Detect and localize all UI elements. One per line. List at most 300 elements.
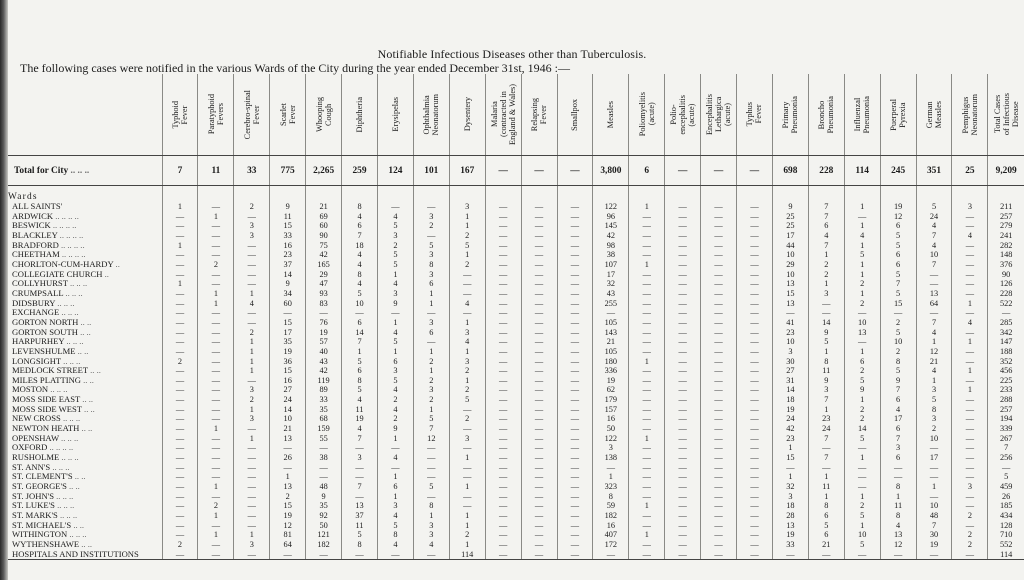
table-cell: 255 xyxy=(593,299,629,309)
table-cell: — xyxy=(270,550,306,560)
table-cell: — xyxy=(342,550,378,560)
table-cell: 4 xyxy=(342,260,378,270)
table-cell: 23 xyxy=(772,434,808,444)
table-cell: — xyxy=(772,308,808,318)
ward-name: OXFORD .. .. .. .. xyxy=(12,443,74,453)
table-cell: 5 xyxy=(808,521,844,531)
table-cell: — xyxy=(629,385,665,395)
table-cell: 48 xyxy=(306,482,342,492)
table-cell: — xyxy=(701,472,737,482)
ward-name: COLLEGIATE CHURCH .. xyxy=(12,269,109,279)
table-cell: 2 xyxy=(270,492,306,502)
table-cell: 1 xyxy=(629,202,665,212)
table-cell: — xyxy=(521,463,557,473)
table-cell: — xyxy=(198,434,234,444)
table-cell: — xyxy=(162,530,198,540)
table-cell: — xyxy=(701,347,737,357)
table-cell: — xyxy=(234,212,270,222)
table-cell: 1 xyxy=(198,530,234,540)
table-cell: 2 xyxy=(234,395,270,405)
table-cell: 24 xyxy=(772,414,808,424)
table-cell: — xyxy=(737,492,773,502)
table-cell: — xyxy=(485,482,521,492)
table-cell: — xyxy=(557,550,593,560)
table-cell: 9 xyxy=(772,202,808,212)
table-cell: — xyxy=(413,202,449,212)
table-cell: — xyxy=(521,212,557,222)
table-cell: 1 xyxy=(377,270,413,280)
table-cell: 6 xyxy=(880,424,916,434)
table-cell: 32 xyxy=(772,482,808,492)
table-cell: 90 xyxy=(306,231,342,241)
table-cell: 336 xyxy=(593,366,629,376)
table-cell: 157 xyxy=(593,405,629,415)
table-cell: — xyxy=(485,279,521,289)
table-cell: — xyxy=(952,347,988,357)
table-cell: 1 xyxy=(449,347,485,357)
table-cell: 2 xyxy=(449,231,485,241)
table-cell: 4 xyxy=(342,424,378,434)
ward-row xyxy=(8,540,1024,550)
table-cell: — xyxy=(665,501,701,511)
table-cell: — xyxy=(521,395,557,405)
ward-name: EXCHANGE .. .. .. xyxy=(12,308,79,318)
table-cell: 18 xyxy=(772,501,808,511)
column-header-label: Whooping Cough xyxy=(314,96,333,133)
table-cell: 2 xyxy=(808,260,844,270)
table-cell: 31 xyxy=(772,376,808,386)
table-cell: 6 xyxy=(808,511,844,521)
table-cell: 44 xyxy=(772,241,808,251)
table-cell: 1 xyxy=(234,434,270,444)
table-cell: 50 xyxy=(306,521,342,531)
table-cell: 4 xyxy=(377,405,413,415)
table-cell: 1 xyxy=(234,366,270,376)
ward-row xyxy=(8,279,1024,289)
table-cell: 24 xyxy=(916,212,952,222)
total-cell: 9,209 xyxy=(988,156,1024,186)
table-cell: 17 xyxy=(772,231,808,241)
table-cell: 2 xyxy=(844,501,880,511)
ward-name: CHORLTON-CUM-HARDY .. xyxy=(12,259,120,269)
table-cell: — xyxy=(521,202,557,212)
table-cell: — xyxy=(557,511,593,521)
ward-name: ALL SAINTS' xyxy=(12,202,63,211)
table-cell: — xyxy=(701,482,737,492)
total-cell: 3,800 xyxy=(593,156,629,186)
table-cell: 6 xyxy=(880,395,916,405)
table-cell: 3 xyxy=(808,385,844,395)
ward-row xyxy=(8,212,1024,222)
table-cell: — xyxy=(952,472,988,482)
table-cell: — xyxy=(629,270,665,280)
table-cell: 4 xyxy=(377,212,413,222)
table-cell: 285 xyxy=(988,318,1024,328)
ward-row xyxy=(8,501,1024,511)
table-cell: — xyxy=(737,250,773,260)
table-cell: 62 xyxy=(593,385,629,395)
table-cell: 5 xyxy=(844,250,880,260)
table-cell: 2 xyxy=(880,347,916,357)
table-cell: 1 xyxy=(270,472,306,482)
table-cell: — xyxy=(916,472,952,482)
table-cell: 5 xyxy=(844,540,880,550)
ward-row xyxy=(8,376,1024,386)
table-cell: 2 xyxy=(198,501,234,511)
table-cell: — xyxy=(162,347,198,357)
column-header-label: Cerebro-spinal Fever xyxy=(242,89,261,140)
table-cell: — xyxy=(665,434,701,444)
table-cell: 2 xyxy=(844,366,880,376)
table-cell: 10 xyxy=(916,434,952,444)
table-cell: 3 xyxy=(234,540,270,550)
table-cell: — xyxy=(342,308,378,318)
table-cell: — xyxy=(952,405,988,415)
table-cell: 7 xyxy=(808,212,844,222)
table-cell: — xyxy=(485,260,521,270)
table-cell: — xyxy=(988,463,1024,473)
table-cell: — xyxy=(198,328,234,338)
table-cell: 2 xyxy=(413,221,449,231)
table-cell: — xyxy=(557,347,593,357)
table-cell: 279 xyxy=(988,221,1024,231)
table-cell: — xyxy=(737,530,773,540)
table-cell: 1 xyxy=(449,453,485,463)
table-cell: — xyxy=(737,279,773,289)
table-cell: 5 xyxy=(449,395,485,405)
table-cell: 2 xyxy=(844,414,880,424)
table-cell: 4 xyxy=(377,385,413,395)
ward-row xyxy=(8,260,1024,270)
table-cell: — xyxy=(665,366,701,376)
table-cell: 1 xyxy=(629,260,665,270)
table-cell: — xyxy=(737,472,773,482)
table-cell: — xyxy=(701,395,737,405)
table-cell: — xyxy=(808,299,844,309)
table-cell: 7 xyxy=(916,231,952,241)
table-cell: 5 xyxy=(880,231,916,241)
table-cell: — xyxy=(880,308,916,318)
table-cell: 148 xyxy=(988,250,1024,260)
table-cell: 37 xyxy=(270,260,306,270)
table-cell: — xyxy=(449,279,485,289)
table-cell: 182 xyxy=(593,511,629,521)
table-cell: 10 xyxy=(916,250,952,260)
table-cell: 1 xyxy=(629,501,665,511)
table-cell: 6 xyxy=(844,357,880,367)
table-cell: — xyxy=(665,376,701,386)
table-cell: — xyxy=(701,385,737,395)
ward-name: LONGSIGHT .. .. .. xyxy=(12,356,81,366)
table-cell: — xyxy=(234,472,270,482)
ward-name: HARPURHEY .. .. .. xyxy=(12,337,84,347)
table-cell: 143 xyxy=(593,328,629,338)
table-cell: 1 xyxy=(952,299,988,309)
table-cell: 38 xyxy=(306,453,342,463)
table-cell: 3 xyxy=(449,434,485,444)
column-header-label: Pemphigus Neonatorum xyxy=(960,93,979,136)
table-cell: 23 xyxy=(270,250,306,260)
table-cell: 7 xyxy=(916,260,952,270)
table-cell: — xyxy=(162,424,198,434)
column-header-label: Malaria (contracted in England & Wales) xyxy=(489,84,517,145)
table-cell: — xyxy=(557,434,593,444)
table-cell: 15 xyxy=(270,221,306,231)
table-cell: — xyxy=(485,405,521,415)
table-cell: — xyxy=(485,289,521,299)
table-cell: — xyxy=(198,385,234,395)
ward-name: DIDSBURY .. .. .. xyxy=(12,298,75,308)
table-cell: — xyxy=(844,212,880,222)
table-cell: — xyxy=(952,241,988,251)
table-cell: 19 xyxy=(306,328,342,338)
total-cell: 245 xyxy=(880,156,916,186)
table-cell: 3 xyxy=(880,443,916,453)
column-header xyxy=(844,74,880,156)
table-cell: — xyxy=(629,212,665,222)
table-cell: — xyxy=(629,443,665,453)
table-cell: 2 xyxy=(234,202,270,212)
table-cell: 4 xyxy=(342,250,378,260)
table-cell: 1 xyxy=(377,434,413,444)
table-cell: 9 xyxy=(306,492,342,502)
table-cell: — xyxy=(665,414,701,424)
column-header-label: Polio- encephalitis (acute) xyxy=(669,94,697,135)
table-cell: — xyxy=(557,308,593,318)
table-cell: 35 xyxy=(306,405,342,415)
table-cell: — xyxy=(198,376,234,386)
table-cell: 7 xyxy=(342,337,378,347)
table-cell: — xyxy=(952,424,988,434)
ward-row xyxy=(8,463,1024,473)
column-header xyxy=(737,74,773,156)
table-cell: — xyxy=(449,501,485,511)
table-cell: — xyxy=(629,337,665,347)
table-cell: — xyxy=(198,453,234,463)
table-cell: — xyxy=(844,463,880,473)
table-cell: — xyxy=(737,231,773,241)
table-cell: — xyxy=(162,472,198,482)
table-cell: 48 xyxy=(916,511,952,521)
table-cell: 43 xyxy=(306,357,342,367)
table-cell: — xyxy=(485,443,521,453)
table-cell: — xyxy=(593,463,629,473)
table-cell: — xyxy=(737,270,773,280)
table-cell: — xyxy=(952,212,988,222)
table-cell: 1 xyxy=(808,347,844,357)
table-cell: — xyxy=(557,463,593,473)
table-cell: 19 xyxy=(270,511,306,521)
table-cell: — xyxy=(485,463,521,473)
table-cell: — xyxy=(198,472,234,482)
table-cell: 3 xyxy=(413,385,449,395)
ward-name: RUSHOLME .. .. .. xyxy=(12,453,79,463)
table-cell: — xyxy=(198,250,234,260)
table-cell: 1 xyxy=(449,212,485,222)
table-cell: — xyxy=(521,492,557,502)
table-cell: — xyxy=(162,260,198,270)
table-cell: 1 xyxy=(629,357,665,367)
table-cell: 3 xyxy=(377,366,413,376)
table-cell: — xyxy=(413,550,449,560)
table-cell: 8 xyxy=(342,376,378,386)
table-cell: — xyxy=(377,443,413,453)
table-cell: — xyxy=(162,289,198,299)
ward-row xyxy=(8,492,1024,502)
total-cell: 7 xyxy=(162,156,198,186)
table-cell: — xyxy=(162,337,198,347)
table-cell: — xyxy=(701,540,737,550)
table-cell: 13 xyxy=(772,279,808,289)
table-cell: 1 xyxy=(880,492,916,502)
table-cell: — xyxy=(234,550,270,560)
table-cell: 3 xyxy=(449,202,485,212)
table-cell: — xyxy=(701,492,737,502)
table-cell: — xyxy=(198,463,234,473)
table-cell: — xyxy=(557,385,593,395)
table-cell: — xyxy=(665,395,701,405)
table-cell: — xyxy=(557,482,593,492)
ward-row xyxy=(8,202,1024,212)
total-cell: 228 xyxy=(808,156,844,186)
ward-row xyxy=(8,241,1024,251)
table-cell: 18 xyxy=(772,395,808,405)
notifications-table xyxy=(8,74,1024,560)
wards-heading-row xyxy=(8,186,1024,203)
table-cell: — xyxy=(629,366,665,376)
table-cell: — xyxy=(916,443,952,453)
table-cell: — xyxy=(342,443,378,453)
table-cell: — xyxy=(701,550,737,560)
table-cell: — xyxy=(557,414,593,424)
table-cell: 185 xyxy=(988,501,1024,511)
table-cell: 98 xyxy=(593,241,629,251)
ward-row xyxy=(8,366,1024,376)
table-cell: — xyxy=(485,414,521,424)
table-cell: — xyxy=(665,511,701,521)
table-cell: 27 xyxy=(772,366,808,376)
table-cell: 75 xyxy=(306,241,342,251)
table-cell: 3 xyxy=(377,501,413,511)
table-cell: 6 xyxy=(342,366,378,376)
table-cell: — xyxy=(952,434,988,444)
table-cell: — xyxy=(413,492,449,502)
table-cell: 69 xyxy=(306,212,342,222)
table-cell: 42 xyxy=(306,366,342,376)
table-cell: — xyxy=(485,385,521,395)
table-cell: 2 xyxy=(449,530,485,540)
ward-name: HOSPITALS AND INSTITUTIONS xyxy=(8,550,162,560)
table-cell: 5 xyxy=(377,521,413,531)
table-cell: 89 xyxy=(306,385,342,395)
table-cell: — xyxy=(521,328,557,338)
table-cell: — xyxy=(557,501,593,511)
table-cell: 42 xyxy=(772,424,808,434)
table-cell: 5 xyxy=(377,376,413,386)
column-header-label: Influenzal Pneumonia xyxy=(853,95,872,134)
table-cell: 90 xyxy=(988,270,1024,280)
table-cell: 5 xyxy=(916,395,952,405)
table-cell: — xyxy=(844,443,880,453)
table-cell: 36 xyxy=(270,357,306,367)
table-cell: — xyxy=(737,299,773,309)
table-cell: — xyxy=(665,424,701,434)
table-cell: 59 xyxy=(593,501,629,511)
table-cell: — xyxy=(162,492,198,502)
table-cell: 12 xyxy=(916,347,952,357)
table-cell: 6 xyxy=(413,279,449,289)
table-cell: 1 xyxy=(449,521,485,531)
table-cell: 96 xyxy=(593,212,629,222)
table-cell: — xyxy=(701,424,737,434)
table-cell: — xyxy=(342,492,378,502)
table-cell: — xyxy=(593,550,629,560)
table-cell: — xyxy=(162,434,198,444)
table-cell: — xyxy=(665,385,701,395)
table-cell: 1 xyxy=(449,511,485,521)
table-cell: 7 xyxy=(808,241,844,251)
table-cell: 19 xyxy=(270,347,306,357)
table-cell: — xyxy=(665,231,701,241)
table-cell: — xyxy=(306,443,342,453)
table-cell: — xyxy=(234,463,270,473)
table-cell: 1 xyxy=(844,289,880,299)
table-cell: — xyxy=(521,530,557,540)
table-cell: — xyxy=(521,540,557,550)
table-cell: — xyxy=(701,318,737,328)
ward-row xyxy=(8,347,1024,357)
table-cell: 13 xyxy=(270,434,306,444)
table-cell: 12 xyxy=(413,434,449,444)
table-cell: 1 xyxy=(413,405,449,415)
table-cell: 228 xyxy=(988,289,1024,299)
column-header-label: Total Cases of Infectious Disease xyxy=(992,93,1020,136)
table-cell: — xyxy=(916,308,952,318)
table-cell: — xyxy=(485,492,521,502)
corner-cell xyxy=(8,74,162,156)
table-cell: — xyxy=(665,270,701,280)
table-cell: — xyxy=(557,472,593,482)
table-cell: — xyxy=(234,424,270,434)
ward-name: ARDWICK .. .. .. .. xyxy=(12,211,79,221)
table-cell: 1 xyxy=(844,202,880,212)
table-cell: — xyxy=(737,221,773,231)
table-cell: 138 xyxy=(593,453,629,463)
table-cell: — xyxy=(234,511,270,521)
total-cell: 25 xyxy=(952,156,988,186)
table-cell: — xyxy=(629,550,665,560)
table-cell: — xyxy=(701,405,737,415)
table-cell: — xyxy=(198,405,234,415)
table-cell: — xyxy=(701,260,737,270)
table-cell: 8 xyxy=(916,405,952,415)
table-cell: 23 xyxy=(772,328,808,338)
table-cell: 13 xyxy=(772,521,808,531)
table-cell: — xyxy=(162,328,198,338)
table-cell: 3 xyxy=(593,443,629,453)
ward-name: OPENSHAW .. .. .. xyxy=(12,433,79,443)
ward-name: ST. JOHN'S .. .. .. xyxy=(12,491,74,501)
table-cell: 2 xyxy=(162,540,198,550)
table-cell: 11 xyxy=(270,212,306,222)
table-cell: 1 xyxy=(844,260,880,270)
table-cell: 14 xyxy=(270,270,306,280)
ward-name: NEW CROSS .. .. .. xyxy=(12,414,81,424)
table-cell: 6 xyxy=(342,318,378,328)
table-cell: — xyxy=(485,424,521,434)
table-cell: 159 xyxy=(306,424,342,434)
table-cell: 1 xyxy=(629,434,665,444)
